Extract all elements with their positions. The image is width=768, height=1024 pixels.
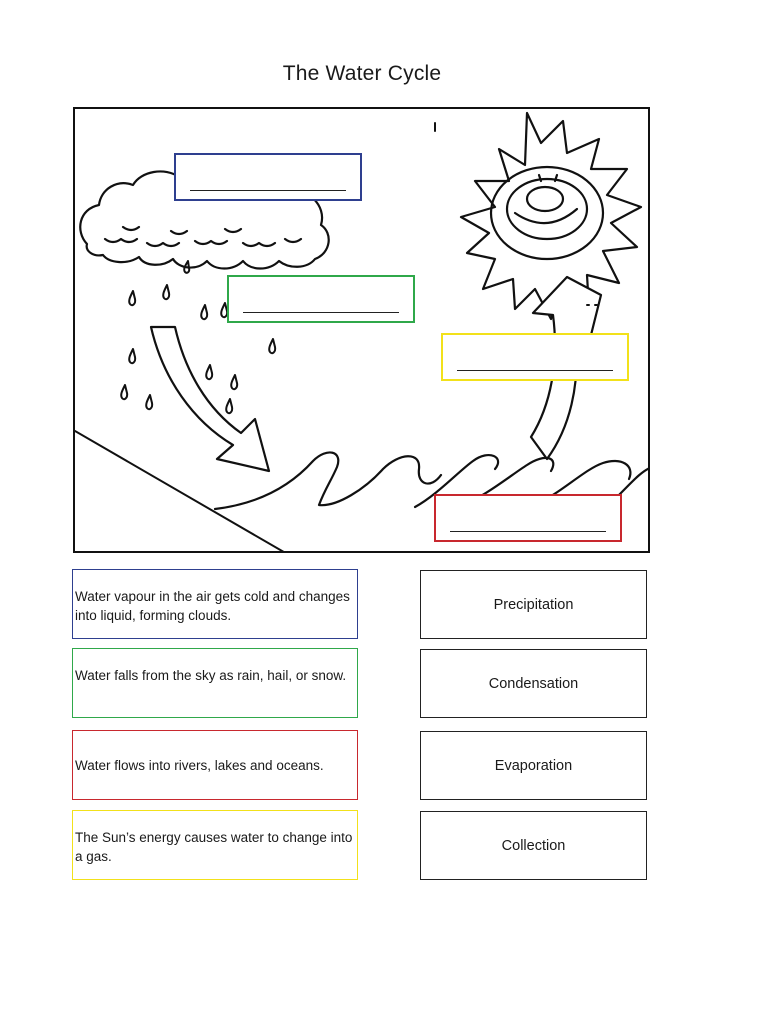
description-text: The Sun’s energy causes water to change into a gas.	[75, 830, 353, 864]
sun-icon	[461, 113, 641, 319]
down-arrow-icon	[151, 327, 269, 471]
term-card-evaporation[interactable]	[420, 731, 647, 800]
description-text: Water vapour in the air gets cold and changes into liquid, forming clouds.	[75, 589, 350, 623]
answer-line[interactable]	[190, 190, 346, 191]
description-card-collection[interactable]	[72, 730, 358, 800]
term-label: Precipitation	[493, 596, 574, 613]
description-card-precipitation[interactable]	[72, 648, 358, 718]
answer-box-evaporation-yellow[interactable]	[441, 333, 629, 381]
answer-box-collection-red[interactable]	[434, 494, 622, 542]
answer-box-condensation-blue[interactable]	[174, 153, 362, 201]
answer-line[interactable]	[243, 312, 399, 313]
description-text: Water flows into rivers, lakes and oceans.	[75, 757, 324, 773]
term-card-collection[interactable]	[420, 811, 647, 880]
term-card-condensation[interactable]	[420, 649, 647, 718]
description-card-evaporation[interactable]	[72, 810, 358, 880]
water-cycle-diagram	[73, 107, 650, 553]
answer-line[interactable]	[450, 531, 606, 532]
worksheet-title: The Water Cycle	[282, 62, 442, 85]
description-text: Water falls from the sky as rain, hail, or snow.	[75, 668, 347, 683]
description-card-condensation[interactable]	[72, 569, 358, 639]
term-card-precipitation[interactable]	[420, 570, 647, 639]
term-label: Condensation	[488, 675, 579, 692]
term-label: Evaporation	[494, 757, 573, 774]
answer-line[interactable]	[457, 370, 613, 371]
term-label: Collection	[501, 837, 566, 854]
diagram-drawing	[75, 109, 650, 553]
answer-box-precipitation-green[interactable]	[227, 275, 415, 323]
